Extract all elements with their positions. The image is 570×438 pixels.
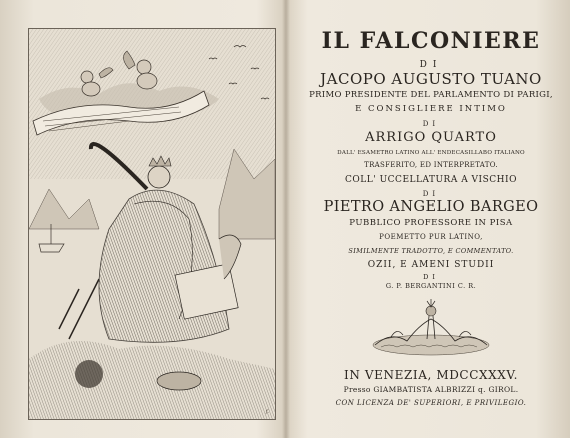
author-name: JACOPO AUGUSTO TUANO [320, 70, 542, 88]
poem-note: POEMETTO PUR LATINO, [379, 233, 483, 241]
second-author-role: PUBBLICO PROFESSORE IN PISA [349, 218, 513, 228]
imprint-city-date: IN VENEZIA, MDCCXXXV. [344, 368, 518, 382]
editor-heading: OZII, E AMENI STUDII [367, 260, 495, 270]
translation-note-2: TRASFERITO, ED INTERPRETATO. [364, 161, 498, 169]
printer-vignette [371, 295, 491, 357]
engraving-illustration [29, 29, 275, 419]
book-title: IL FALCONIERE [321, 28, 541, 54]
imprint-licence: CON LICENZA DE' SUPERIORI, E PRIVILEGIO. [335, 399, 527, 407]
king-name: ARRIGO QUARTO [365, 130, 497, 145]
editor-name: G. P. BERGANTINI C. R. [385, 282, 477, 290]
preposition-di: DI [422, 190, 440, 198]
author-role-2: E CONSIGLIERE INTIMO [355, 104, 507, 114]
title-page [300, 24, 562, 424]
engraver-signature: f. [265, 409, 269, 415]
book-gutter [282, 0, 290, 438]
second-work-title: COLL' UCCELLATURA A VISCHIO [345, 175, 517, 185]
preposition-di: DI [423, 273, 439, 281]
second-author-name: PIETRO ANGELIO BARGEO [323, 199, 539, 215]
translation-note: DALL' ESAMETRO LATINO ALL' ENDECASILLABO ITALIANO [337, 150, 525, 156]
imprint-printer: Presso GIAMBATISTA ALBRIZZI q. GIROL. [343, 385, 519, 394]
poem-note-2: SIMILMENTE TRADOTTO, E COMMENTATO. [348, 247, 514, 255]
preposition-di: DI [422, 120, 440, 128]
preposition-di: DI [419, 60, 443, 70]
frontispiece-engraving [28, 28, 276, 420]
author-role: PRIMO PRESIDENTE DEL PARLAMENTO DI PARIGI, [309, 90, 553, 100]
